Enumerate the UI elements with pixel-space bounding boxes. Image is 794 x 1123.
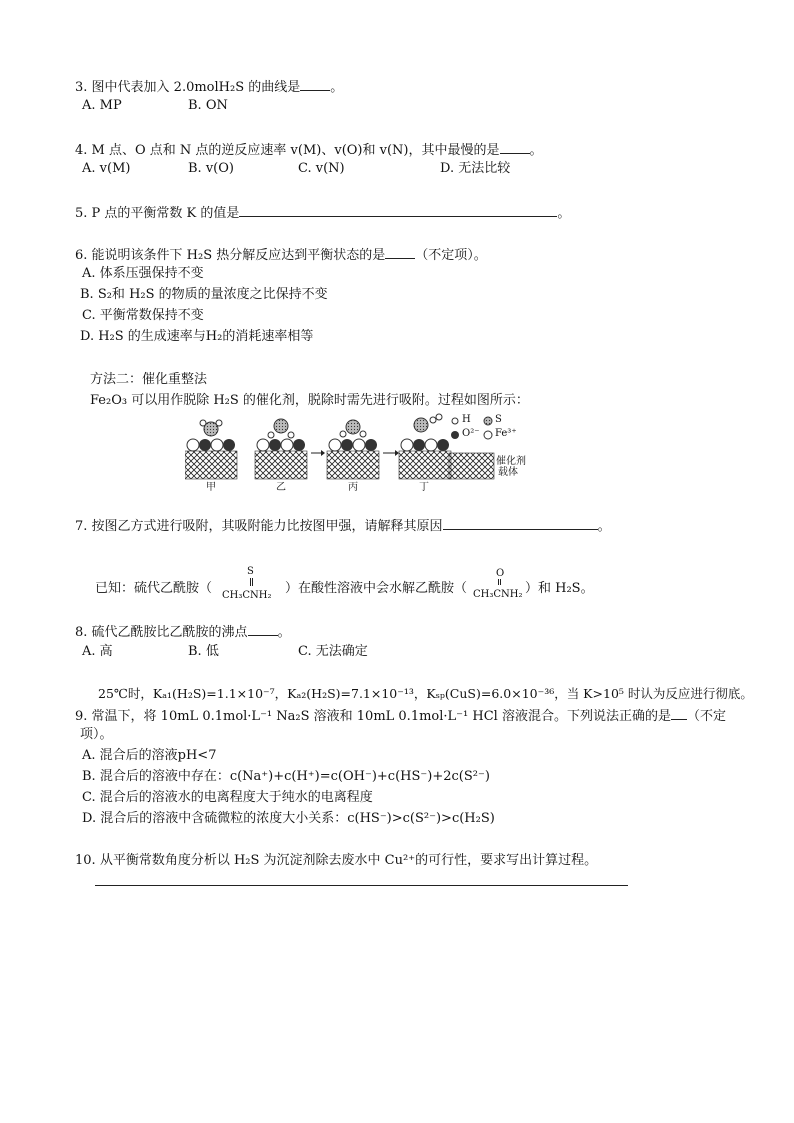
known-prefix: 已知：硫代乙酰胺（: [95, 581, 213, 596]
stage-label-ding: 丁: [419, 482, 429, 493]
legend-s-label: S: [495, 414, 502, 425]
q3-option-a: A. MP: [82, 98, 122, 113]
q7-stem: 7. 按图乙方式进行吸附，其吸附能力比按图甲强，请解释其原因 。: [75, 516, 611, 536]
answer-blank[interactable]: [671, 706, 687, 720]
figure-legend: [449, 417, 494, 479]
q6-option-a: A. 体系压强保持不变: [82, 266, 204, 281]
q4-option-b: B. v(O): [188, 161, 234, 176]
stage-label-yi: 乙: [276, 482, 286, 493]
q6-option-d: D. H₂S 的生成速率与H₂的消耗速率相等: [80, 329, 314, 344]
q9-option-d: D. 混合后的溶液中含硫微粒的浓度大小关系：c(HS⁻)>c(S²⁻)>c(H₂S): [82, 811, 495, 826]
q5-stem: 5. P 点的平衡常数 K 的值是 。: [75, 203, 570, 223]
q9-option-c: C. 混合后的溶液水的电离程度大于纯水的电离程度: [82, 790, 373, 805]
q6-stem: 6. 能说明该条件下 H₂S 热分解反应达到平衡状态的是 （不定项）。: [75, 245, 487, 265]
q4-option-c: C. v(N): [298, 161, 345, 176]
stage-yi: [255, 419, 307, 479]
answer-blank[interactable]: [385, 245, 415, 259]
acetamide-base: CH₃CNH₂: [473, 589, 523, 600]
thioacetamide-base: CH₃CNH₂: [222, 590, 272, 601]
stage-label-jia: 甲: [206, 482, 216, 493]
thioacetamide-s: S: [247, 566, 254, 577]
answer-blank[interactable]: [443, 516, 598, 530]
legend-catalyst-label: 催化剂: [496, 456, 526, 467]
q9-option-a: A. 混合后的溶液pH<7: [82, 748, 217, 763]
known-middle: ）在酸性溶液中会水解乙酰胺（: [285, 581, 468, 596]
double-bond: [250, 578, 253, 586]
answer-blank[interactable]: [239, 203, 557, 217]
q10-stem: 10. 从平衡常数角度分析以 H₂S 为沉淀剂除去废水中 Cu²⁺的可行性，要求写出计算过程。: [75, 853, 598, 868]
q9-option-b: B. 混合后的溶液中存在：c(Na⁺)+c(H⁺)=c(OH⁻)+c(HS⁻)+2c(S²⁻): [82, 769, 490, 784]
q6-option-b: B. S₂和 H₂S 的物质的量浓度之比保持不变: [80, 287, 328, 302]
q9-stem-cont: 项）。: [80, 727, 113, 742]
answer-blank[interactable]: [248, 622, 278, 636]
q4-stem: 4. M 点、O 点和 N 点的逆反应速率 v(M)、v(O)和 v(N)，其中最慢的是 。: [75, 140, 543, 160]
known-suffix: ）和 H₂S。: [525, 581, 594, 596]
q8-stem: 8. 硫代乙酰胺比乙酰胺的沸点 。: [75, 622, 291, 642]
stage-bing: [327, 420, 379, 479]
double-bond: [498, 579, 501, 585]
legend-support-label: 载体: [498, 467, 518, 478]
q6-option-c: C. 平衡常数保持不变: [82, 308, 204, 323]
method2-description: Fe₂O₃ 可以用作脱除 H₂S 的催化剂，脱除时需先进行吸附。过程如图所示：: [90, 393, 529, 408]
stage-ding: [399, 414, 451, 479]
q8-option-c: C. 无法确定: [298, 644, 368, 659]
q4-option-a: A. v(M): [82, 161, 131, 176]
method2-title: 方法二：催化重整法: [90, 372, 208, 387]
stage-label-bing: 丙: [348, 482, 358, 493]
answer-blank[interactable]: [300, 77, 330, 91]
q3-option-b: B. ON: [188, 98, 228, 113]
legend-h-label: H: [462, 414, 471, 425]
answer-blank[interactable]: [500, 140, 530, 154]
q8-option-a: A. 高: [82, 644, 113, 659]
q9-stem: 9. 常温下，将 10mL 0.1mol·L⁻¹ Na₂S 溶液和 10mL 0.1mol·L⁻¹ HCl 溶液混合。下列说法正确的是 （不定: [75, 706, 726, 726]
q8-option-b: B. 低: [188, 644, 219, 659]
legend-fe-label: Fe³⁺: [495, 428, 517, 439]
stage-jia: [185, 420, 237, 479]
constants-line: 25℃时，Kₐ₁(H₂S)=1.1×10⁻⁷，Kₐ₂(H₂S)=7.1×10⁻¹³，Kₛₚ(CuS)=6.0×10⁻³⁶，当 K>10⁵ 时认为反应进行彻底。: [98, 686, 753, 701]
q4-option-d: D. 无法比较: [440, 161, 511, 176]
q10-answer-line[interactable]: [95, 885, 628, 886]
legend-o-label: O²⁻: [462, 428, 480, 439]
q3-stem: 3. 图中代表加入 2.0molH₂S 的曲线是 。: [75, 77, 343, 97]
acetamide-o: O: [496, 568, 505, 579]
